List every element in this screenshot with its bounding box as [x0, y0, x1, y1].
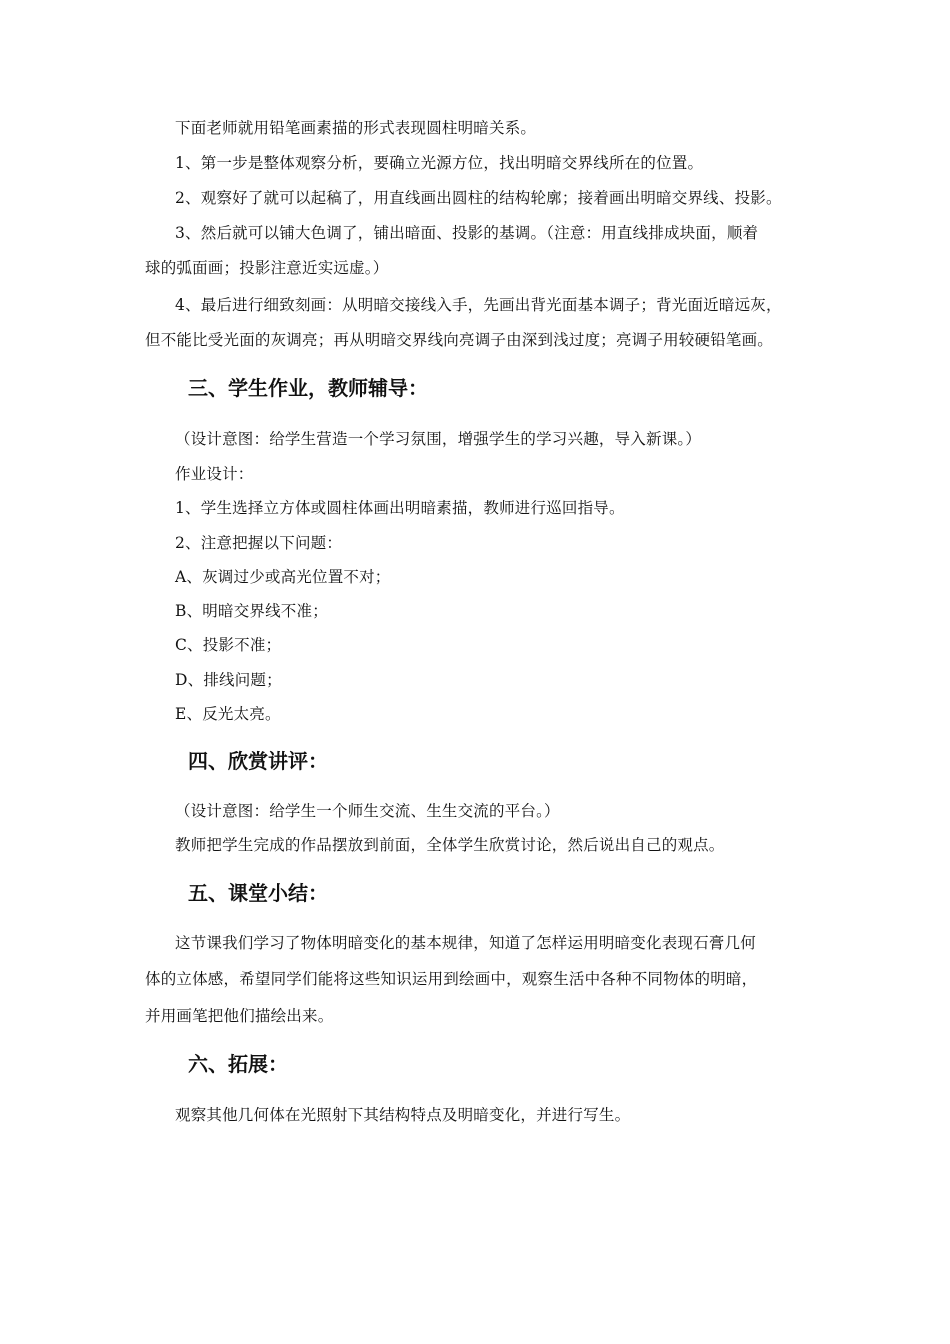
extension-text: 观察其他几何体在光照射下其结构特点及明暗变化，并进行写生。 — [175, 1106, 631, 1124]
issue-a: A、灰调过少或高光位置不对； — [175, 568, 391, 586]
issue-c: C、投影不准； — [175, 636, 282, 654]
section-4-intent: （设计意图：给学生一个师生交流、生生交流的平台。） — [175, 802, 560, 820]
section-4-text: 教师把学生完成的作品摆放到前面，全体学生欣赏讨论，然后说出自己的观点。 — [175, 836, 725, 854]
step-3-line-1: 3、然后就可以铺大色调了，铺出暗面、投影的基调。（注意：用直线排成块面，顺着 — [175, 224, 759, 242]
step-3-line-2: 球的弧面画；投影注意近实远虚。） — [145, 259, 389, 277]
section-4-heading: 四、欣赏讲评： — [188, 749, 328, 773]
issue-b: B、明暗交界线不准； — [175, 602, 328, 620]
summary-line-2: 体的立体感，希望同学们能将这些知识运用到绘画中，观察生活中各种不同物体的明暗， — [145, 970, 758, 988]
summary-line-1: 这节课我们学习了物体明暗变化的基本规律，知道了怎样运用明暗变化表现石膏几何 — [175, 934, 756, 952]
summary-line-3: 并用画笔把他们描绘出来。 — [145, 1007, 334, 1025]
section-6-heading: 六、拓展： — [188, 1052, 288, 1076]
homework-design-label: 作业设计： — [175, 465, 254, 483]
step-4-line-1: 4、最后进行细致刻画：从明暗交接线入手，先画出背光面基本调子；背光面近暗远灰， — [175, 296, 782, 314]
homework-item-2: 2、注意把握以下问题： — [175, 534, 343, 552]
step-4-line-2: 但不能比受光面的灰调亮；再从明暗交界线向亮调子由深到浅过度；亮调子用较硬铅笔画。 — [145, 331, 774, 349]
homework-item-1: 1、学生选择立方体或圆柱体画出明暗素描，教师进行巡回指导。 — [175, 499, 625, 517]
section-3-intent: （设计意图：给学生营造一个学习氛围，增强学生的学习兴趣，导入新课。） — [175, 430, 702, 448]
section-5-heading: 五、课堂小结： — [188, 881, 328, 905]
intro-paragraph: 下面老师就用铅笔画素描的形式表现圆柱明暗关系。 — [175, 119, 537, 137]
issue-e: E、反光太亮。 — [175, 705, 281, 723]
step-2: 2、观察好了就可以起稿了，用直线画出圆柱的结构轮廓；接着画出明暗交界线、投影。 — [175, 189, 782, 207]
issue-d: D、排线问题； — [175, 671, 282, 689]
section-3-heading: 三、学生作业，教师辅导： — [188, 376, 428, 400]
step-1: 1、第一步是整体观察分析，要确立光源方位，找出明暗交界线所在的位置。 — [175, 154, 704, 172]
